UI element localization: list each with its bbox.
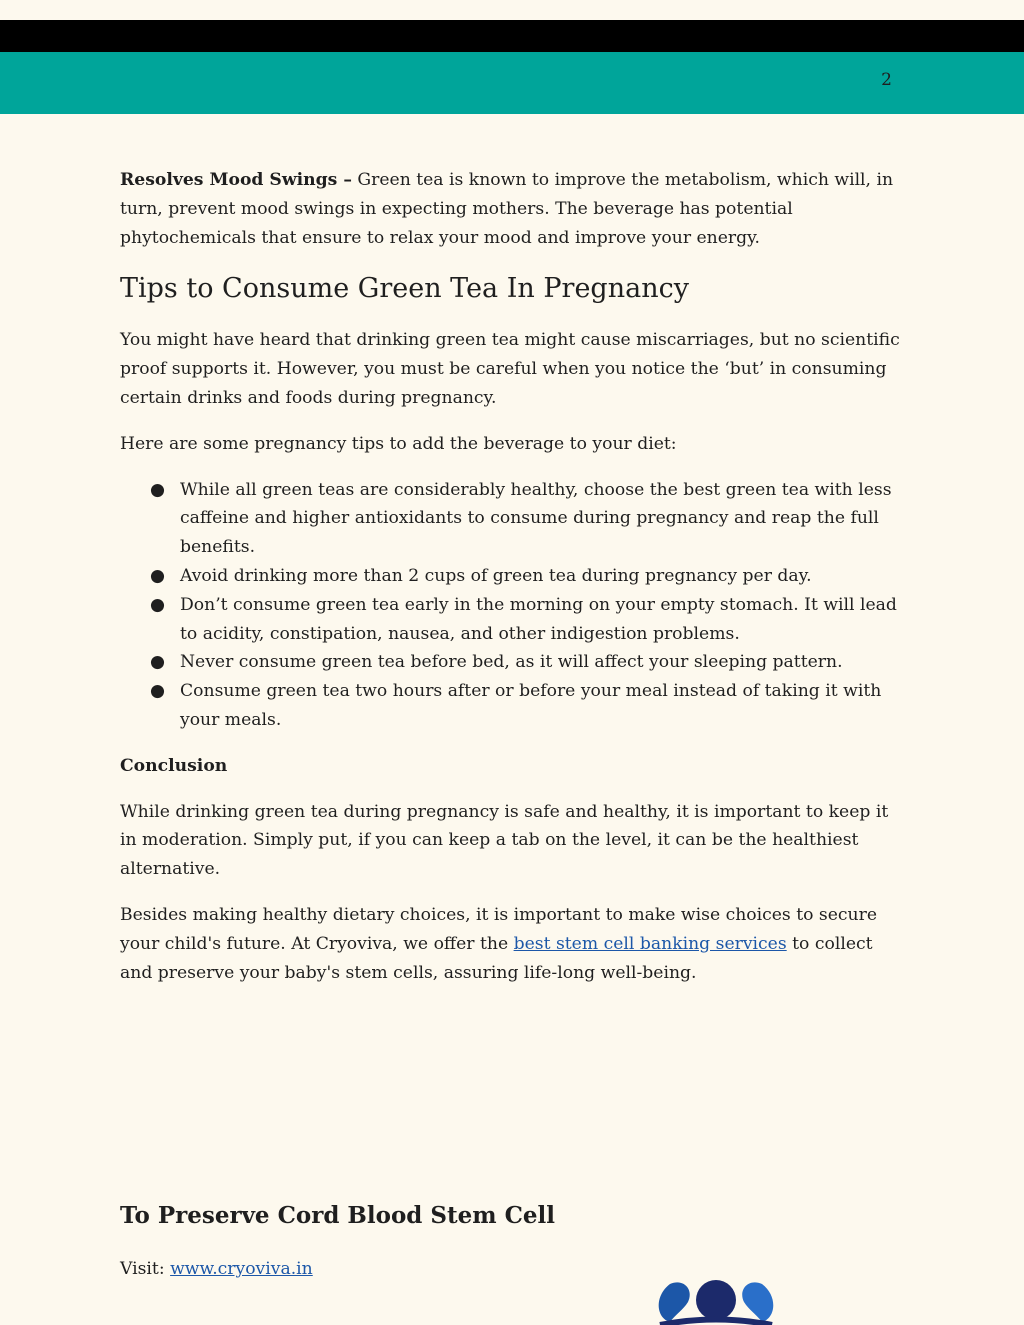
logo-right-petal	[742, 1282, 773, 1322]
mood-paragraph	[120, 166, 910, 252]
page-content	[120, 166, 910, 987]
website-link[interactable]: www.cryoviva.in	[170, 1259, 313, 1279]
list-item-text: While all green teas are considerably healthy, choose the best green tea with less caffeine and higher antioxidants to consume during pregnancy and reap the full benefits.	[180, 479, 892, 558]
logo-base-arc	[660, 1320, 772, 1325]
tips-list	[120, 476, 910, 735]
page-number: 2	[881, 70, 892, 90]
list-item-text: Don’t consume green tea early in the morning on your empty stomach. It will lead to acidity, constipation, nausea, and other indigestion problems.	[180, 594, 897, 644]
tips-intro: You might have heard that drinking green tea might cause miscarriages, but no scientific proof supports it. However, you must be careful when you notice the ‘but’ in consuming certain drinks and foods during pregnancy.	[120, 330, 900, 408]
stem-cell-banking-link[interactable]: best stem cell banking services	[513, 933, 787, 954]
conclusion-heading: Conclusion	[120, 755, 228, 776]
conclusion-paragraph-2	[120, 901, 910, 987]
tips-heading: Tips to Consume Green Tea In Pregnancy	[120, 273, 689, 305]
cryoviva-logo-icon	[650, 1276, 782, 1325]
list-item-text: Never consume green tea before bed, as it will affect your sleeping pattern.	[180, 652, 843, 673]
bullet-icon: ●	[150, 565, 165, 586]
mood-title: Resolves Mood Swings –	[120, 170, 352, 190]
list-item	[120, 648, 910, 677]
bullet-icon: ●	[150, 652, 165, 673]
list-item	[120, 476, 910, 562]
mood-text: Green tea is known to improve the metabolism, which will, in turn, prevent mood swings in expecting mothers. The beverage has potential phytochemicals that ensure to relax your mood and improve your energy.	[120, 170, 894, 248]
visit-label: Visit:	[120, 1259, 171, 1279]
top-strip	[0, 0, 1024, 20]
list-item-text: Consume green tea two hours after or before your meal instead of taking it with your meals.	[180, 681, 882, 730]
logo-center-circle	[696, 1280, 736, 1320]
header-teal-bar	[0, 52, 1024, 114]
conclusion-text-before: Besides making healthy dietary choices, it is important to make wise choices to secure your child's future. At Cryoviva, we offer the	[120, 904, 877, 954]
header-black-bar	[0, 20, 1024, 52]
list-item	[120, 562, 910, 591]
conclusion-text-after: to collect and preserve your baby's stem cells, assuring life-long well-being.	[120, 933, 873, 983]
footer-heading: To Preserve Cord Blood Stem Cell	[120, 1202, 556, 1229]
tips-lead: Here are some pregnancy tips to add the beverage to your diet:	[120, 433, 677, 454]
list-item-text: Avoid drinking more than 2 cups of green tea during pregnancy per day.	[180, 565, 812, 586]
bullet-icon: ●	[150, 479, 165, 500]
conclusion-paragraph-1: While drinking green tea during pregnancy is safe and healthy, it is important to keep it in moderation. Simply put, if you can keep a tab on the level, it can be the healthiest alternative.	[120, 801, 889, 880]
list-item	[120, 677, 910, 735]
bullet-icon: ●	[150, 681, 165, 702]
footer-visit	[120, 1255, 313, 1283]
list-item	[120, 591, 910, 649]
bullet-icon: ●	[150, 594, 165, 615]
logo-left-petal	[659, 1282, 690, 1322]
